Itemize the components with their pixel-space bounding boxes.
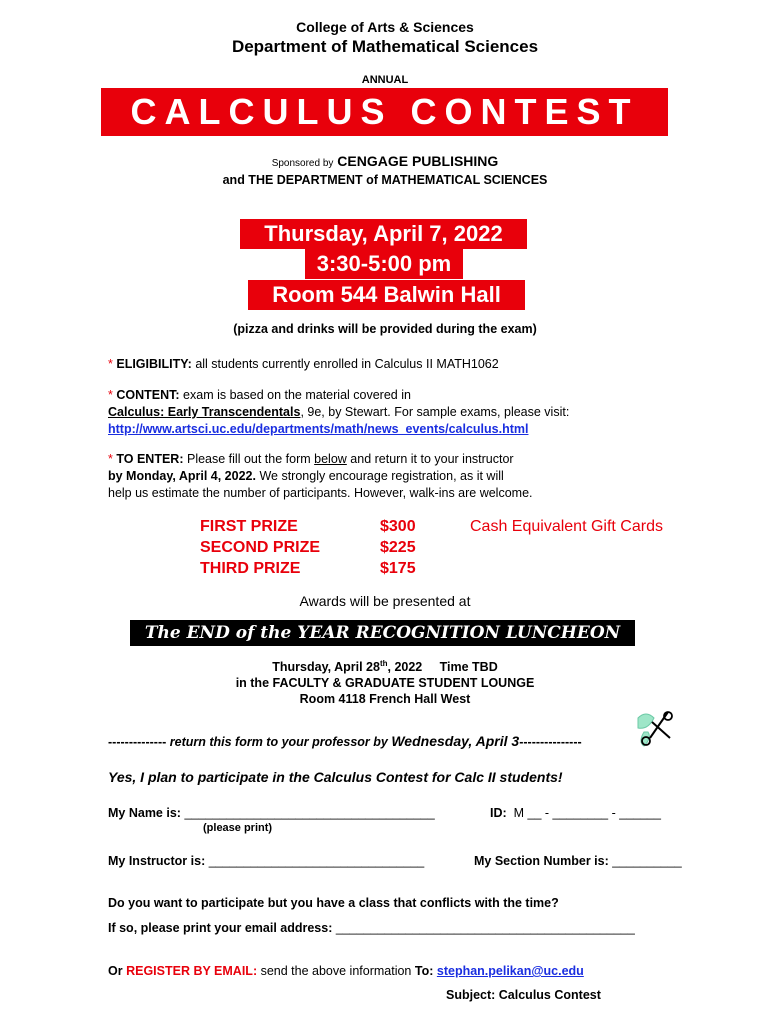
sponsor-prefix: Sponsored by bbox=[271, 158, 334, 169]
enter-text-d: help us estimate the number of participants. However, walk-ins are welcome. bbox=[108, 486, 533, 500]
sponsor-line-2: and THE DEPARTMENT of MATHEMATICAL SCIENCES bbox=[222, 173, 548, 187]
event-time: 3:30-5:00 pm bbox=[305, 249, 463, 279]
prize-name: FIRST PRIZE bbox=[200, 518, 298, 535]
content-text: exam is based on the material covered in bbox=[183, 388, 411, 402]
luncheon-date bbox=[0, 659, 770, 674]
eligibility-label: ELIGIBILITY: bbox=[116, 357, 192, 371]
prize-amount: $175 bbox=[380, 560, 416, 577]
enter-label: TO ENTER: bbox=[116, 452, 184, 466]
email-label: If so, please print your email address: bbox=[108, 921, 333, 935]
bullet-star: * bbox=[108, 388, 113, 402]
prize-names bbox=[200, 516, 320, 579]
instructor-label: My Instructor is: bbox=[108, 854, 206, 868]
section-row bbox=[474, 854, 682, 868]
name-field[interactable]: ____________________________________ bbox=[184, 806, 435, 820]
content-label: CONTENT: bbox=[116, 388, 180, 402]
prize-type: Cash Equivalent Gift Cards bbox=[470, 518, 663, 535]
enter-deadline: by Monday, April 4, 2022. bbox=[108, 469, 256, 483]
college-name: College of Arts & Sciences bbox=[296, 19, 474, 35]
luncheon-date-rest: , 2022 Time TBD bbox=[387, 660, 498, 675]
instructor-field[interactable]: _______________________________ bbox=[208, 854, 425, 868]
eligibility-paragraph bbox=[108, 356, 708, 373]
annual-label: ANNUAL bbox=[361, 74, 409, 86]
cut-prefix: -------------- bbox=[108, 735, 167, 749]
content-paragraph bbox=[108, 387, 708, 438]
register-email-link[interactable]: stephan.pelikan@uc.edu bbox=[436, 964, 584, 978]
contest-title: CALCULUS CONTEST bbox=[101, 88, 668, 136]
enter-text-c: We strongly encourage registration, as it will bbox=[259, 469, 504, 483]
bullet-star: * bbox=[108, 357, 113, 371]
please-print-note: (please print) bbox=[203, 822, 273, 834]
eligibility-text: all students currently enrolled in Calculus II MATH1062 bbox=[195, 357, 499, 371]
register-line bbox=[108, 964, 584, 978]
scissors-icon bbox=[634, 708, 674, 748]
enter-below: below bbox=[314, 452, 347, 466]
department-name: Department of Mathematical Sciences bbox=[231, 37, 539, 56]
register-text: send the above information bbox=[260, 964, 412, 978]
email-subject: Subject: Calculus Contest bbox=[446, 988, 601, 1002]
luncheon-date-sup: th bbox=[379, 659, 388, 668]
bullet-star: * bbox=[108, 452, 113, 466]
register-or: Or bbox=[108, 964, 123, 978]
id-label: ID: bbox=[490, 806, 507, 820]
enter-paragraph bbox=[108, 451, 708, 502]
id-row bbox=[490, 806, 661, 820]
section-field[interactable]: __________ bbox=[612, 854, 682, 868]
event-room: Room 544 Balwin Hall bbox=[248, 280, 525, 310]
participation-statement: Yes, I plan to participate in the Calculus Contest for Calc II students! bbox=[108, 769, 563, 785]
sample-exams-link[interactable]: http://www.artsci.uc.edu/departments/math/news_events/calculus.html bbox=[108, 422, 529, 436]
content-text-2: , 9e, by Stewart. For sample exams, please visit: bbox=[300, 405, 570, 419]
textbook-title: Calculus: Early Transcendentals bbox=[108, 405, 301, 419]
name-row bbox=[108, 806, 435, 820]
cut-text: return this form to your professor by bbox=[169, 735, 388, 749]
prize-name: THIRD PRIZE bbox=[200, 560, 301, 577]
luncheon-room: Room 4118 French Hall West bbox=[299, 692, 471, 706]
cut-date: Wednesday, April 3 bbox=[391, 733, 520, 749]
awards-intro: Awards will be presented at bbox=[299, 593, 471, 609]
id-field[interactable]: M __ - ________ - ______ bbox=[513, 806, 661, 820]
conflict-question: Do you want to participate but you have a class that conflicts with the time? bbox=[108, 896, 559, 910]
prize-amount: $225 bbox=[380, 539, 416, 556]
section-label: My Section Number is: bbox=[474, 854, 609, 868]
event-date: Thursday, April 7, 2022 bbox=[240, 219, 527, 249]
luncheon-location: in the FACULTY & GRADUATE STUDENT LOUNGE bbox=[235, 676, 535, 690]
name-label: My Name is: bbox=[108, 806, 181, 820]
register-label: REGISTER BY EMAIL: bbox=[126, 964, 258, 978]
email-row bbox=[108, 921, 635, 935]
instructor-row bbox=[108, 854, 424, 868]
enter-text-b: and return it to your instructor bbox=[350, 452, 514, 466]
register-to: To: bbox=[414, 964, 434, 978]
sponsor-name: CENGAGE PUBLISHING bbox=[337, 153, 499, 169]
prize-amount: $300 bbox=[380, 518, 416, 535]
prize-name: SECOND PRIZE bbox=[200, 539, 321, 556]
cut-suffix: --------------- bbox=[519, 735, 582, 749]
enter-text-a: Please fill out the form bbox=[186, 452, 311, 466]
luncheon-date-main: Thursday, April 28 bbox=[272, 660, 380, 675]
pizza-note: (pizza and drinks will be provided during the exam) bbox=[233, 322, 537, 336]
cut-line bbox=[108, 733, 582, 749]
email-field[interactable]: ___________________________________________ bbox=[335, 921, 635, 935]
sponsor-line bbox=[0, 153, 770, 169]
prize-amounts bbox=[380, 516, 416, 579]
luncheon-banner: The END of the YEAR RECOGNITION LUNCHEON bbox=[130, 620, 635, 646]
